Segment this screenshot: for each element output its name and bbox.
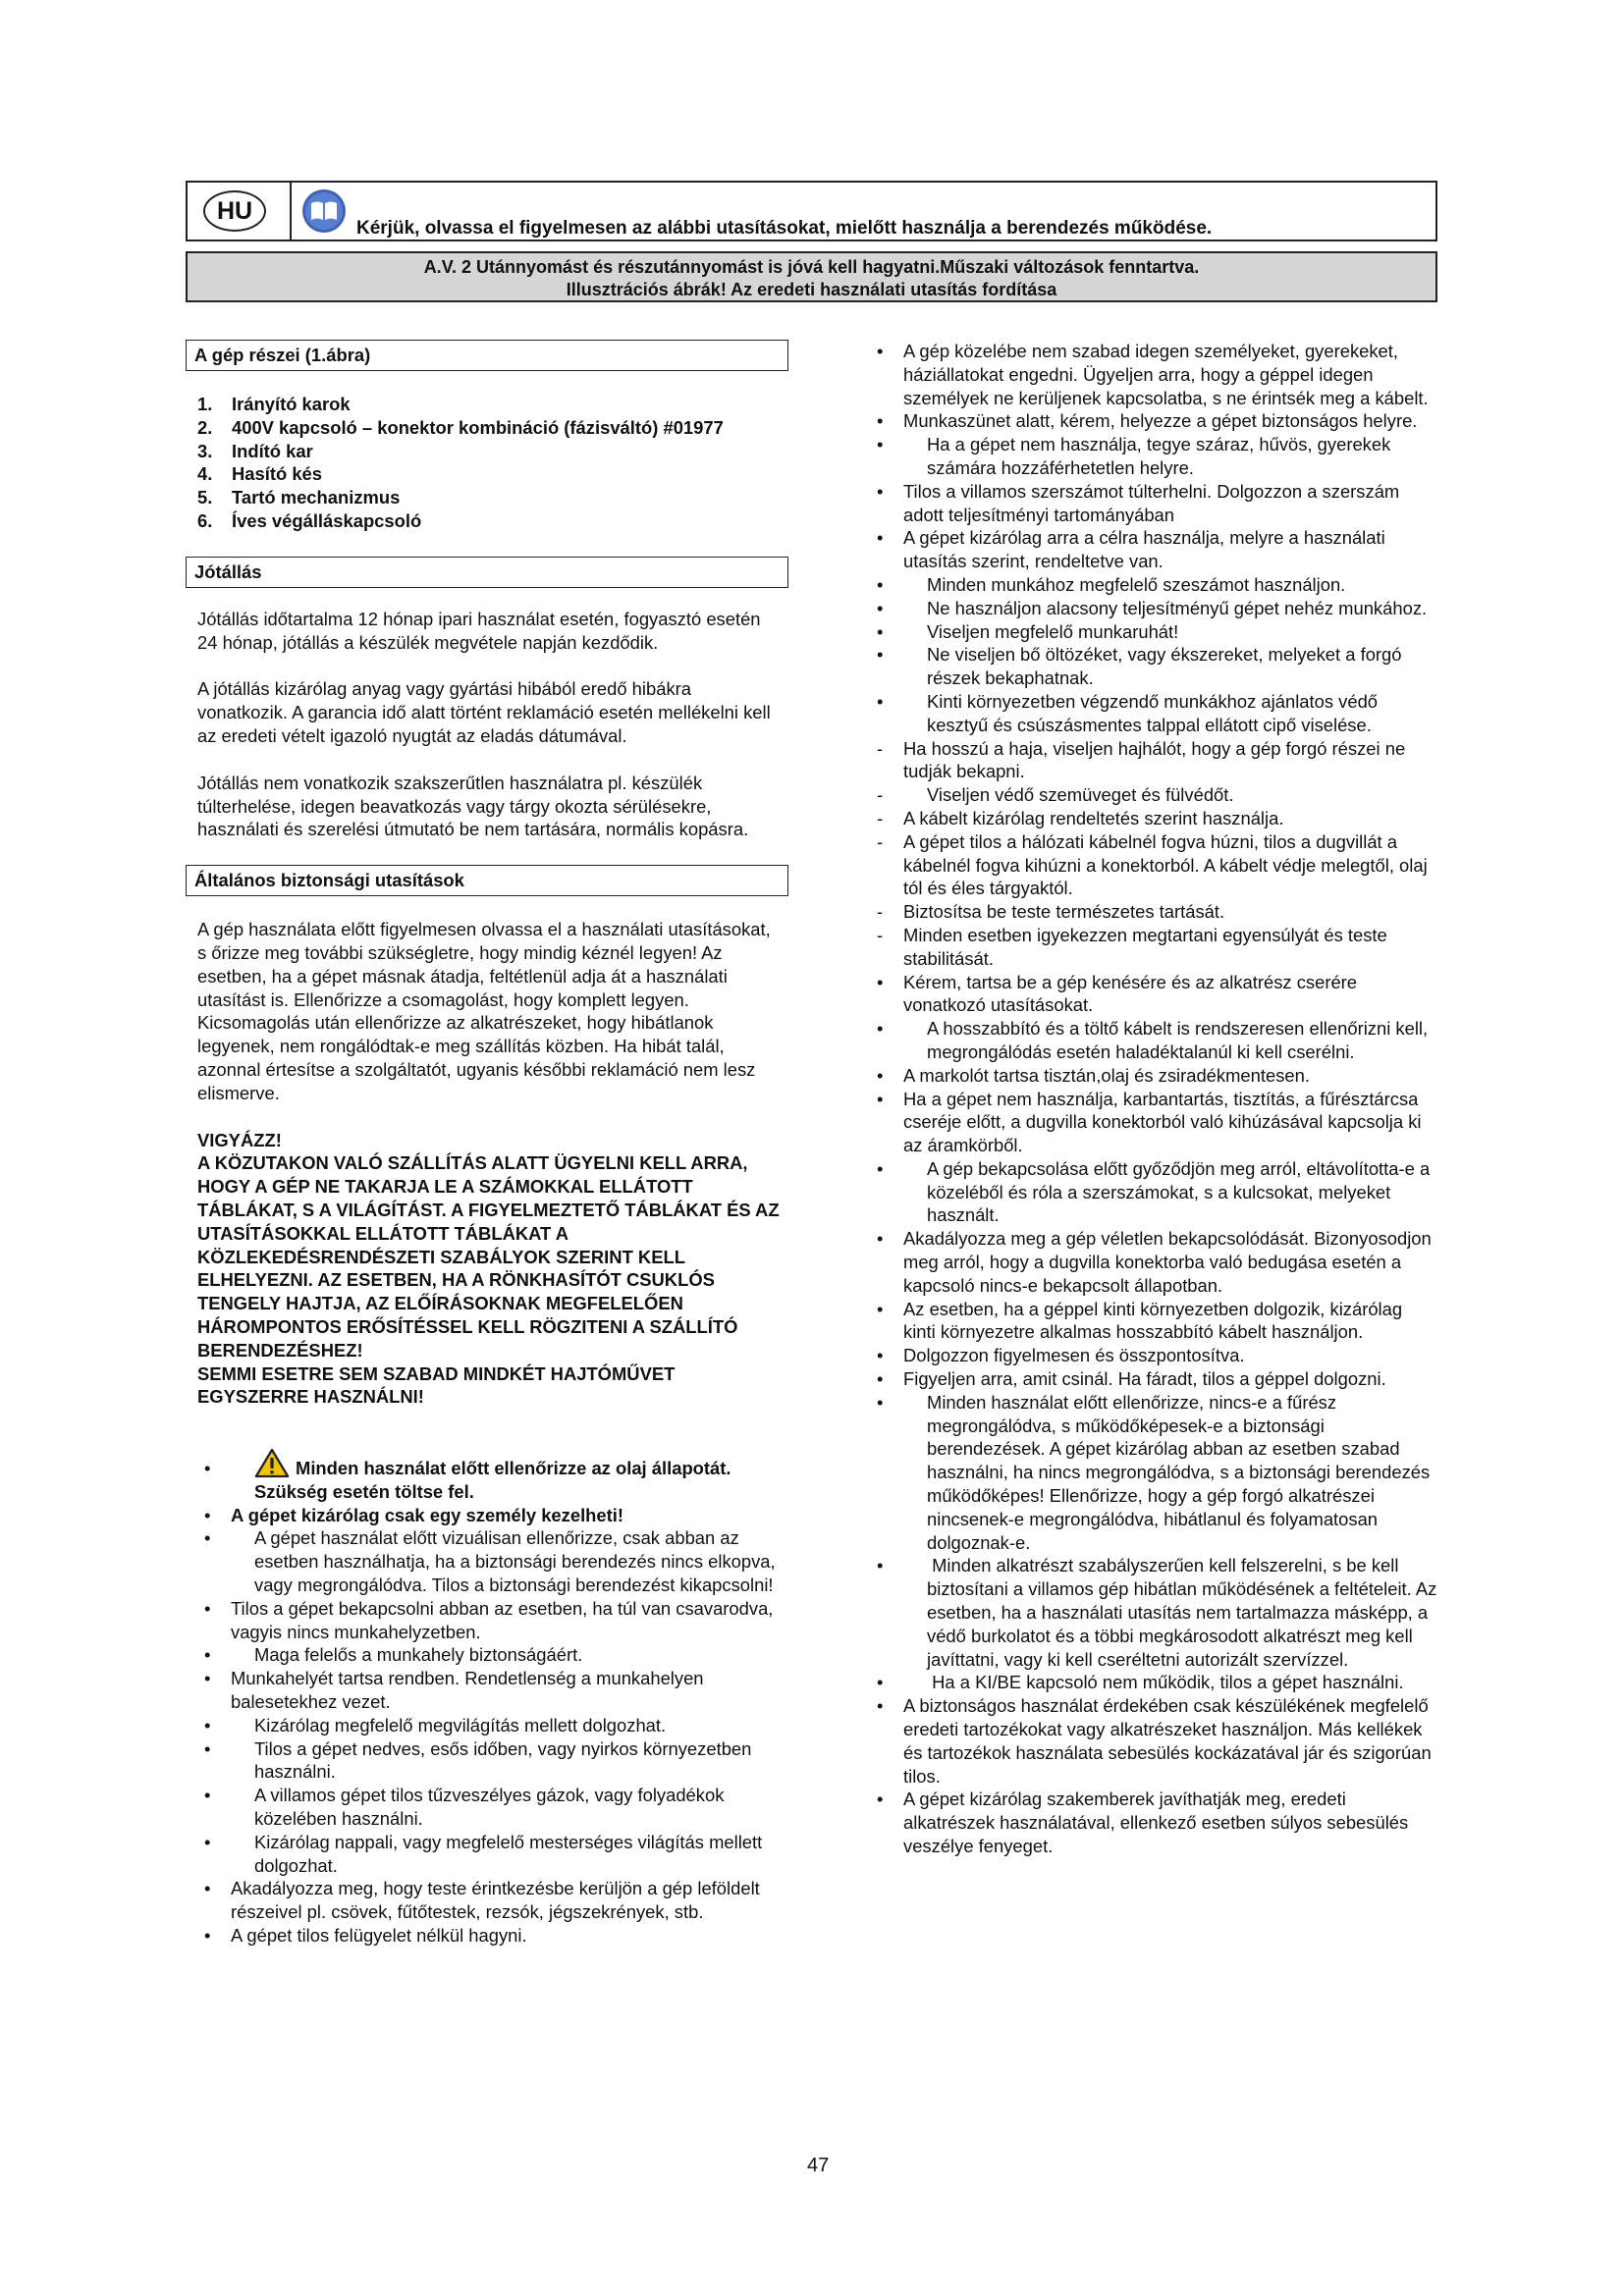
subheader-box <box>186 251 1437 302</box>
right-bullet-list <box>858 340 1437 1858</box>
bullet-marker: • <box>877 434 884 455</box>
parts-item-text: Indító kar <box>232 440 313 461</box>
list-item <box>858 783 1437 807</box>
list-item <box>186 1667 788 1714</box>
bullet-marker: • <box>877 1064 884 1086</box>
bullet-marker: • <box>204 1527 211 1549</box>
subheader-line1: A.V. 2 Utánnyomást és részutánnyomást is jóvá kell hagyatni.Műszaki változások fenntartva. <box>423 257 1200 277</box>
list-item <box>186 1831 788 1878</box>
list-item <box>858 830 1437 900</box>
safety-paragraph: A gép használata előtt figyelmesen olvassa el a használati utasításokat, s őrizze meg további szükségletre, hogy mindig kéznél legyen! Az esetben, ha a gépet másnak átadja, feltétlenül adja át a használati utasítást is. Ellenőrizze a csomagolást, hogy komplett legyen. Kicsomagolás után ellenőrizze az alkatrészeket, hogy hibátlanok legyenek, nem rongálódtak-e meg szállítás közben. Ha hibát talál, azonnal értesítse a szolgáltatót, ugyanis későbbi reklamáció nem lesz elismerve. <box>197 919 771 1103</box>
list-item-text: Figyeljen arra, amit csinál. Ha fáradt, tilos a géppel dolgozni. <box>903 1368 1386 1390</box>
list-item-text: Akadályozza meg, hogy teste érintkezésbe kerüljön a gép leföldelt részeivel pl. csövek, fűtőtestek, rezsók, jégszekrények, stb. <box>231 1878 760 1923</box>
list-item <box>186 1526 788 1596</box>
list-item <box>186 1714 788 1737</box>
list-item-text: Biztosítsa be teste természetes tartását. <box>903 901 1225 923</box>
list-item-text: Minden használat előtt ellenőrizze, nincs-e a fűrész megrongálódva, s működőképesek-e a biztonsági berendezések. A gépet kizárólag abban az esetben szabad használni, ha nincs megrongálódva, s a biztonsági berendezés működőképes! Ellenőrizze, hogy a gép forgó alkatrészei nincsenek-e megrongálódva, hibátlanul és folyamatosan dolgoznak-e. <box>927 1391 1431 1553</box>
list-item <box>858 1088 1437 1157</box>
list-item-text: Ne használjon alacsony teljesítményű gépet nehéz munkához. <box>927 597 1428 618</box>
bullet-marker: • <box>877 1695 884 1717</box>
list-item <box>186 1924 788 1948</box>
warranty-paragraph-1: Jótállás időtartalma 12 hónap ipari használat esetén, fogyasztó esetén 24 hónap, jótállás a készülék megvétele napján kezdődik. <box>197 608 761 653</box>
parts-item-text: Íves végálláskapcsoló <box>232 509 422 531</box>
list-item <box>858 1391 1437 1555</box>
book-icon <box>301 188 347 234</box>
list-item <box>858 480 1437 527</box>
list-item-text: A gépet tilos a hálózati kábelnél fogva húzni, tilos a dugvillát a kábelnél fogva kihúzni a konektorból. A kábelt védje melegtől, olaj tól és éles tárgyaktól. <box>903 830 1428 899</box>
bullet-marker: • <box>204 1785 211 1806</box>
list-item <box>186 1504 788 1527</box>
bullet-marker: • <box>877 1298 884 1319</box>
list-item <box>858 1344 1437 1367</box>
list-item <box>858 1064 1437 1088</box>
list-item <box>858 1227 1437 1297</box>
parts-item-number: 1. <box>197 394 213 414</box>
list-item-text: Ha hosszú a haja, viseljen hajhálót, hogy a gép forgó részei ne tudják bekapni. <box>903 737 1406 782</box>
list-item <box>186 1784 788 1831</box>
parts-item-text: Tartó mechanizmus <box>232 487 401 508</box>
list-item-text: Dolgozzon figyelmesen és összpontosítva. <box>903 1345 1245 1366</box>
list-item-text: A hosszabbító és a töltő kábelt is rendszeresen ellenőrizni kell, megrongálódás esetén haladéktalanúl ki kell cserélni. <box>927 1018 1429 1062</box>
left-bullet-list <box>186 1448 788 1948</box>
list-item-text: A gépet kizárólag arra a célra használja, melyre a használati utasítás szerint, rendeltetve van. <box>903 527 1385 572</box>
list-item-text: Tilos a gépet bekapcsolni abban az esetben, ha túl van csavarodva, vagyis nincs munkahelyzetben. <box>231 1597 774 1642</box>
warning-body: A KÖZUTAKON VALÓ SZÁLLÍTÁS ALATT ÜGYELNI KELL ARRA, HOGY A GÉP NE TAKARJA LE A SZÁMOKKAL ELLÁTOTT TÁBLÁKAT, S A VILÁGÍTÁST. A FIGYELMEZTETŐ TÁBLÁKAT ÉS AZ UTASÍTÁSOKKAL ELLÁTOTT TÁBLÁKAT A KÖZLEKEDÉSRENDÉSZETI SZABÁLYOK SZERINT KELL ELHELYEZNI. AZ ESETBEN, HA A RÖNKHASÍTÓT CSUKLÓS TENGELY HAJTJA, AZ ELŐÍRÁSOKNAK MEGFELELŐEN HÁROMPONTOS ERŐSÍTÉSSEL KELL RÖGZITENI A SZÁLLÍTÓ BERENDEZÉSHEZ! <box>197 1152 780 1361</box>
list-item-text: Maga felelős a munkahely biztonságáért. <box>254 1644 583 1666</box>
parts-item-number: 2. <box>197 416 213 438</box>
list-item <box>858 971 1437 1018</box>
list-item-text: A biztonságos használat érdekében csak készülékének megfelelő eredeti tartozékokat vagy alkatrészeket használjon. Más kellékek és tartozékok használata sebesülés kockázatával jár és szigorúan tilos. <box>903 1695 1432 1787</box>
language-cell <box>188 183 292 240</box>
bullet-marker: - <box>877 737 884 759</box>
list-item <box>858 690 1437 737</box>
bullet-marker: • <box>877 1368 884 1390</box>
parts-item <box>186 486 788 509</box>
bullet-marker: • <box>877 410 884 432</box>
parts-item <box>186 462 788 486</box>
list-item <box>858 1298 1437 1345</box>
warranty-title: Jótállás <box>186 557 788 588</box>
bullet-marker: - <box>877 924 884 945</box>
list-item <box>186 1877 788 1924</box>
list-item <box>186 1737 788 1785</box>
list-item <box>858 643 1437 690</box>
list-item-text: Kinti környezetben végzendő munkákhoz ajánlatos védő kesztyű és csúszásmentes talppal ellátott cipő viselése. <box>927 690 1379 735</box>
bullet-marker: • <box>877 527 884 549</box>
parts-item <box>186 509 788 533</box>
bullet-marker: • <box>877 1228 884 1250</box>
subheader-line2: Illusztrációs ábrák! Az eredeti használati utasítás fordítása <box>566 280 1057 299</box>
list-item-text: Viseljen megfelelő munkaruhát! <box>927 620 1179 642</box>
list-item-text: A gépet tilos felügyelet nélkül hagyni. <box>231 1925 527 1947</box>
bullet-marker: • <box>877 597 884 618</box>
page-number: 47 <box>807 2155 830 2176</box>
list-item-text: Munkahelyét tartsa rendben. Rendetlenség a munkahelyen balesetekhez vezet. <box>231 1668 704 1713</box>
list-item <box>858 924 1437 971</box>
parts-item <box>186 393 788 416</box>
bullet-marker: • <box>877 1391 884 1413</box>
list-item-text: Az esetben, ha a géppel kinti környezetben dolgozik, kizárólag kinti környezetre alkalmas hosszabbító kábelt használjon. <box>903 1298 1403 1343</box>
bullet-marker: • <box>204 1668 211 1689</box>
list-item-text: Tilos a gépet nedves, esős időben, vagy nyirkos környezetben használni. <box>254 1737 752 1783</box>
warranty-paragraph-3: Jótállás nem vonatkozik szakszerűtlen használatra pl. készülék túlterhelése, idegen beavatkozás vagy tárgy okozta sérülésekre, használati és szerelési útmutató be nem tartására, normális kopásra. <box>197 772 749 840</box>
parts-item-number: 3. <box>197 440 213 461</box>
list-item <box>858 1694 1437 1788</box>
list-item <box>858 1017 1437 1064</box>
bullet-marker: • <box>877 1345 884 1366</box>
list-item <box>858 573 1437 597</box>
list-item <box>858 597 1437 620</box>
header-message: Kérjük, olvassa el figyelmesen az alábbi utasításokat, mielőtt használja a berendezés működése. <box>356 218 1213 239</box>
list-item-text: A villamos gépet tilos tűzveszélyes gázok, vagy folyadékok közelében használni. <box>254 1785 725 1830</box>
parts-item-text: Hasító kés <box>232 463 322 485</box>
list-item <box>858 1157 1437 1227</box>
warning-triangle-icon <box>254 1448 290 1478</box>
bullet-marker: • <box>204 1458 211 1479</box>
header-box <box>186 181 1437 241</box>
right-column <box>858 340 1437 1858</box>
bullet-marker: • <box>204 1644 211 1666</box>
list-item-text: A kábelt kizárólag rendeltetés szerint használja. <box>903 807 1284 828</box>
bullet-marker: • <box>877 644 884 666</box>
bullet-marker: • <box>877 690 884 712</box>
bullet-marker: • <box>877 573 884 595</box>
parts-item <box>186 416 788 440</box>
list-item-text: A gép bekapcsolása előtt győződjön meg arról, eltávolította-e a közeléből és róla a szerszámokat, s a kulcsokat, melyeket használt. <box>927 1157 1431 1226</box>
list-item-text: Minden használat előtt ellenőrizze az olaj állapotát. Szükség esetén töltse fel. <box>254 1458 731 1502</box>
list-item-text: Minden alkatrészt szabályszerűen kell felszerelni, s be kell biztosítani a villamos gép hibátlan működésének a feltételeit. Az esetben, ha a használati utasítás nem tartalmazza másképp, a védő burkolatot és a többi megkárosodott alkatrészt meg kell javíttatni, vagy ki kell cseréltetni autorizált szervízzel. <box>927 1555 1437 1670</box>
bullet-marker: • <box>204 1878 211 1899</box>
bullet-marker: - <box>877 830 884 852</box>
bullet-marker: • <box>877 341 884 361</box>
bullet-marker: • <box>877 971 884 992</box>
list-item-text: Ha a gépet nem használja, karbantartás, tisztítás, a fűrésztárcsa cseréje előtt, a dugvilla konektorból való kihúzásával kapcsolja ki az áramkörből. <box>903 1088 1422 1156</box>
parts-item-number: 6. <box>197 509 213 531</box>
bullet-marker: • <box>877 1088 884 1109</box>
bullet-marker: - <box>877 807 884 828</box>
list-item <box>858 737 1437 784</box>
bullet-marker: • <box>204 1597 211 1619</box>
warning-heading: VIGYÁZZ! <box>197 1129 282 1150</box>
list-item-text: Minden munkához megfelelő szeszámot használjon. <box>927 573 1346 595</box>
list-item-text: Viseljen védő szemüveget és fülvédőt. <box>927 784 1234 806</box>
list-item <box>186 1597 788 1644</box>
list-item-text: Ha a gépet nem használja, tegye száraz, hűvös, gyerekek számára hozzáférhetetlen helyre. <box>927 434 1391 478</box>
warning-tail: SEMMI ESETRE SEM SZABAD MINDKÉT HAJTÓMŰVET EGYSZERRE HASZNÁLNI! <box>197 1362 676 1408</box>
bullet-marker: • <box>877 1672 884 1693</box>
bullet-marker: - <box>877 784 884 806</box>
list-item-text: Kizárólag nappali, vagy megfelelő mesterséges világítás mellett dolgozhat. <box>254 1831 763 1876</box>
bullet-marker: • <box>204 1504 211 1525</box>
warranty-paragraph-2: A jótállás kizárólag anyag vagy gyártási hibából eredő hibákra vonatkozik. A garancia idő alatt történt reklamáció esetén mellékelni kell az eredeti vételt igazoló nyugtát az eladás dátumával. <box>197 678 771 746</box>
parts-item-text: 400V kapcsoló – konektor kombináció (fázisváltó) #01977 <box>232 416 724 438</box>
parts-item <box>186 440 788 463</box>
list-item-text: A gép közelébe nem szabad idegen személyeket, gyerekeket, háziállatokat engedni. Ügyeljen arra, hogy a géppel idegen személyek ne kerüljenek kapcsolatba, s ne érintsék meg a kábelt. <box>903 341 1429 408</box>
list-item <box>186 1643 788 1667</box>
parts-item-text: Irányító karok <box>232 394 351 414</box>
list-item-text: Tilos a villamos szerszámot túlterhelni. Dolgozzon a szerszám adott teljesítményi tartományában <box>903 480 1400 525</box>
bullet-marker: • <box>204 1737 211 1759</box>
list-item-text: Minden esetben igyekezzen megtartani egyensúlyát és teste stabilitását. <box>903 924 1387 969</box>
list-item-text: Munkaszünet alatt, kérem, helyezze a gépet biztonságos helyre. <box>903 410 1418 432</box>
list-item <box>858 807 1437 830</box>
safety-title: Általános biztonsági utasítások <box>186 865 788 896</box>
parts-item-number: 4. <box>197 463 213 485</box>
list-item <box>858 1788 1437 1857</box>
list-item-text: A gépet kizárólag szakemberek javíthatják meg, eredeti alkatrészek használatával, ellenkező esetben súlyos sebesülés veszélye fenyeget. <box>903 1789 1409 1856</box>
bullet-marker: • <box>877 1018 884 1040</box>
bullet-marker: • <box>204 1714 211 1735</box>
list-item-text: A gépet kizárólag csak egy személy kezelheti! <box>231 1504 624 1525</box>
list-item <box>858 340 1437 409</box>
bullet-marker: • <box>877 480 884 502</box>
list-item <box>858 1671 1437 1694</box>
parts-item-number: 5. <box>197 487 213 508</box>
list-item-text: A markolót tartsa tisztán,olaj és zsiradékmentesen. <box>903 1064 1310 1086</box>
list-item-text: Akadályozza meg a gép véletlen bekapcsolódását. Bizonyosodjon meg arról, hogy a dugvilla konektorba való bedugása esetén a kapcsoló nincs-e bekapcsolt állapotban. <box>903 1228 1432 1296</box>
list-item <box>858 526 1437 573</box>
list-item <box>858 1554 1437 1671</box>
bullet-marker: • <box>877 1789 884 1810</box>
list-item-text: A gépet használat előtt vizuálisan ellenőrizze, csak abban az esetben használhatja, ha a biztonsági berendezés nincs elkopva, vagy megrongálódva. Tilos a biztonsági berendezést kikapcsolni! <box>254 1527 776 1596</box>
parts-title: A gép részei (1.ábra) <box>186 340 788 371</box>
bullet-marker: • <box>877 1555 884 1576</box>
list-item <box>858 1367 1437 1391</box>
list-item <box>186 1448 788 1504</box>
list-item <box>858 433 1437 480</box>
bullet-marker: • <box>877 620 884 642</box>
list-item-text: Kérem, tartsa be a gép kenésére és az alkatrész cserére vonatkozó utasításokat. <box>903 971 1358 1016</box>
bullet-marker: • <box>204 1831 211 1852</box>
list-item <box>858 409 1437 433</box>
list-item-text: Ne viseljen bő öltözéket, vagy ékszereket, melyeket a forgó részek bekaphatnak. <box>927 644 1402 689</box>
bullet-marker: - <box>877 901 884 923</box>
bullet-marker: • <box>877 1157 884 1179</box>
list-item <box>858 620 1437 644</box>
list-item <box>858 900 1437 924</box>
list-item-text: Kizárólag megfelelő megvilágítás mellett dolgozhat. <box>254 1714 667 1735</box>
language-badge: HU <box>203 190 266 232</box>
parts-list <box>186 393 788 533</box>
left-column <box>186 340 788 1948</box>
list-item-text: Ha a KI/BE kapcsoló nem működik, tilos a gépet használni. <box>927 1672 1404 1693</box>
bullet-marker: • <box>204 1925 211 1947</box>
